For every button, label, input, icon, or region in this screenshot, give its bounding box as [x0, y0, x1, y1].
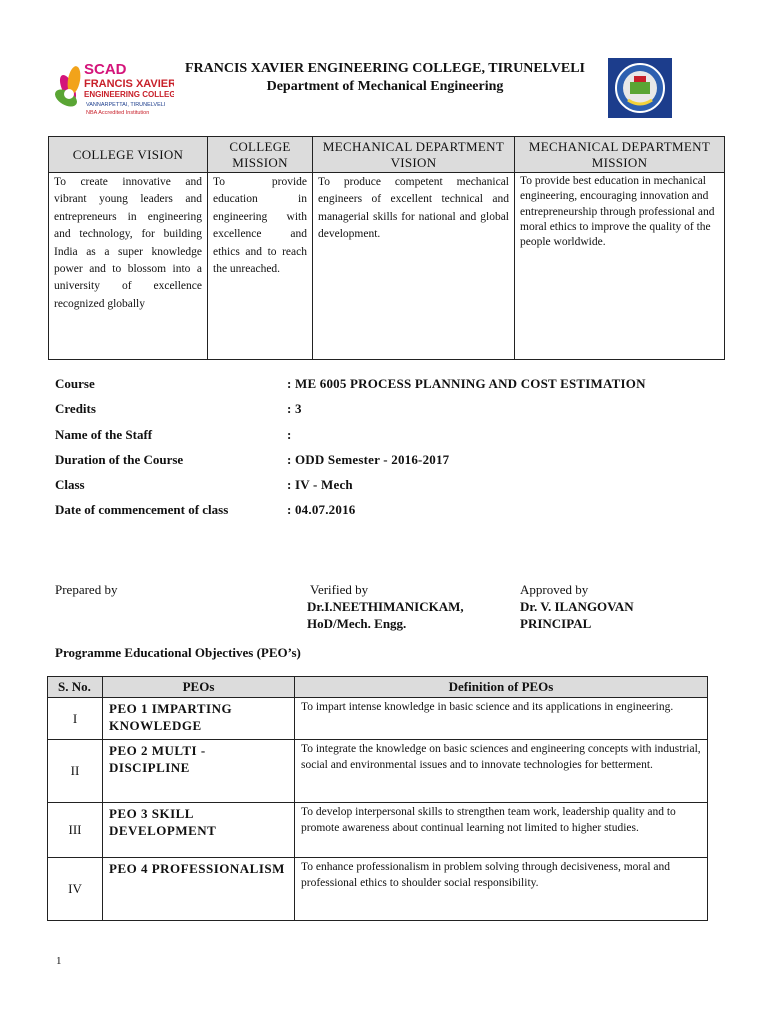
verifier-title: HoD/Mech. Engg.	[307, 616, 407, 631]
college-logo	[54, 58, 174, 120]
approved-by-label: Approved by	[520, 582, 589, 597]
logo-scad-text: SCAD	[84, 61, 127, 78]
college-vision-text: To create innovative and vibrant young leaders and entrepreneurs in engineering and technology, for building India as a super knowledge power and to blossom into a university of excellence recognized globally	[49, 173, 208, 360]
class-row	[55, 477, 735, 497]
peo-number: IV	[48, 858, 103, 921]
credits-row	[55, 401, 735, 421]
peo-definition: To enhance professionalism in problem solving through decisiveness, moral and professional ethics to shoulder social responsibility.	[295, 858, 708, 921]
course-row	[55, 376, 735, 396]
peo-name: PEO 1 IMPARTING KNOWLEDGE	[103, 698, 295, 740]
college-mission-header: COLLEGE MISSION	[208, 137, 313, 173]
sno-header: S. No.	[48, 677, 103, 698]
vision-mission-table	[48, 136, 725, 360]
staff-label: Name of the Staff	[55, 427, 153, 442]
commencement-row	[55, 502, 735, 522]
course-value: : ME 6005 PROCESS PLANNING AND COST ESTIMATION	[287, 376, 646, 391]
peo-definition: To impart intense knowledge in basic science and its applications in engineering.	[295, 698, 708, 740]
class-label: Class	[55, 477, 85, 492]
approver-title: PRINCIPAL	[520, 616, 592, 631]
prepared-by-label: Prepared by	[55, 582, 118, 597]
commencement-value: : 04.07.2016	[287, 502, 356, 517]
college-mission-text: To provide education in engineering with excellence and ethics and to reach the unreached.	[208, 173, 313, 360]
logo-name-line2: ENGINEERING COLLEGE	[84, 90, 174, 99]
duration-row	[55, 452, 735, 472]
peo-section-heading: Programme Educational Objectives (PEO’s)	[55, 645, 301, 660]
department-name: Department of Mechanical Engineering	[266, 79, 504, 94]
peo-name: PEO 2 MULTI - DISCIPLINE	[103, 740, 295, 803]
course-label: Course	[55, 376, 95, 391]
table-row	[48, 858, 708, 921]
staff-row	[55, 427, 735, 447]
university-emblem-icon	[608, 58, 672, 118]
class-value: : IV - Mech	[287, 477, 353, 492]
dept-mission-header: MECHANICAL DEPARTMENT MISSION	[515, 137, 725, 173]
duration-value: : ODD Semester - 2016-2017	[287, 452, 450, 467]
college-vision-header: COLLEGE VISION	[49, 137, 208, 173]
definition-header: Definition of PEOs	[295, 677, 708, 698]
logo-accredit: NBA Accredited Institution	[86, 110, 150, 116]
commencement-label: Date of commencement of class	[55, 502, 229, 517]
verifier-name: Dr.I.NEETHIMANICKAM,	[307, 599, 464, 614]
peo-table	[47, 676, 708, 921]
table-row	[48, 803, 708, 858]
peo-name: PEO 4 PROFESSIONALISM	[103, 858, 295, 921]
page-number: 1	[56, 955, 62, 967]
approver-name: Dr. V. ILANGOVAN	[520, 599, 634, 614]
dept-vision-header: MECHANICAL DEPARTMENT VISION	[313, 137, 515, 173]
table-row	[48, 740, 708, 803]
peo-definition: To develop interpersonal skills to strengthen team work, leadership quality and to promote awareness about continual learning not limited to higher studies.	[295, 803, 708, 858]
prepared-by-block	[55, 581, 117, 598]
dept-vision-text: To produce competent mechanical engineers of excellent technical and managerial skills for national and global development.	[313, 173, 515, 360]
peo-number: I	[48, 698, 103, 740]
dept-mission-text: To provide best education in mechanical engineering, encouraging innovation and entrepreneurship through professional and moral ethics to improve the quality of the people worldwide.	[515, 173, 725, 360]
logo-place: VANNARPETTAI, TIRUNELVELI	[86, 102, 166, 108]
peos-header: PEOs	[103, 677, 295, 698]
approved-by-block	[520, 581, 634, 632]
logo-name-line1: FRANCIS XAVIER	[84, 78, 174, 90]
table-row	[48, 698, 708, 740]
verified-by-label: Verified by	[310, 582, 369, 597]
credits-value: : 3	[287, 401, 302, 416]
peo-name: PEO 3 SKILL DEVELOPMENT	[103, 803, 295, 858]
peo-definition: To integrate the knowledge on basic sciences and engineering concepts with industrial, social and environmental issues and to innovate technologies for betterment.	[295, 740, 708, 803]
flower-mark-icon	[54, 65, 82, 110]
peo-number: II	[48, 740, 103, 803]
credits-label: Credits	[55, 401, 96, 416]
duration-label: Duration of the Course	[55, 452, 184, 467]
peo-number: III	[48, 803, 103, 858]
verified-by-block	[307, 581, 464, 632]
staff-value: :	[287, 427, 292, 442]
college-name: FRANCIS XAVIER ENGINEERING COLLEGE, TIRUNELVELI	[184, 61, 585, 76]
